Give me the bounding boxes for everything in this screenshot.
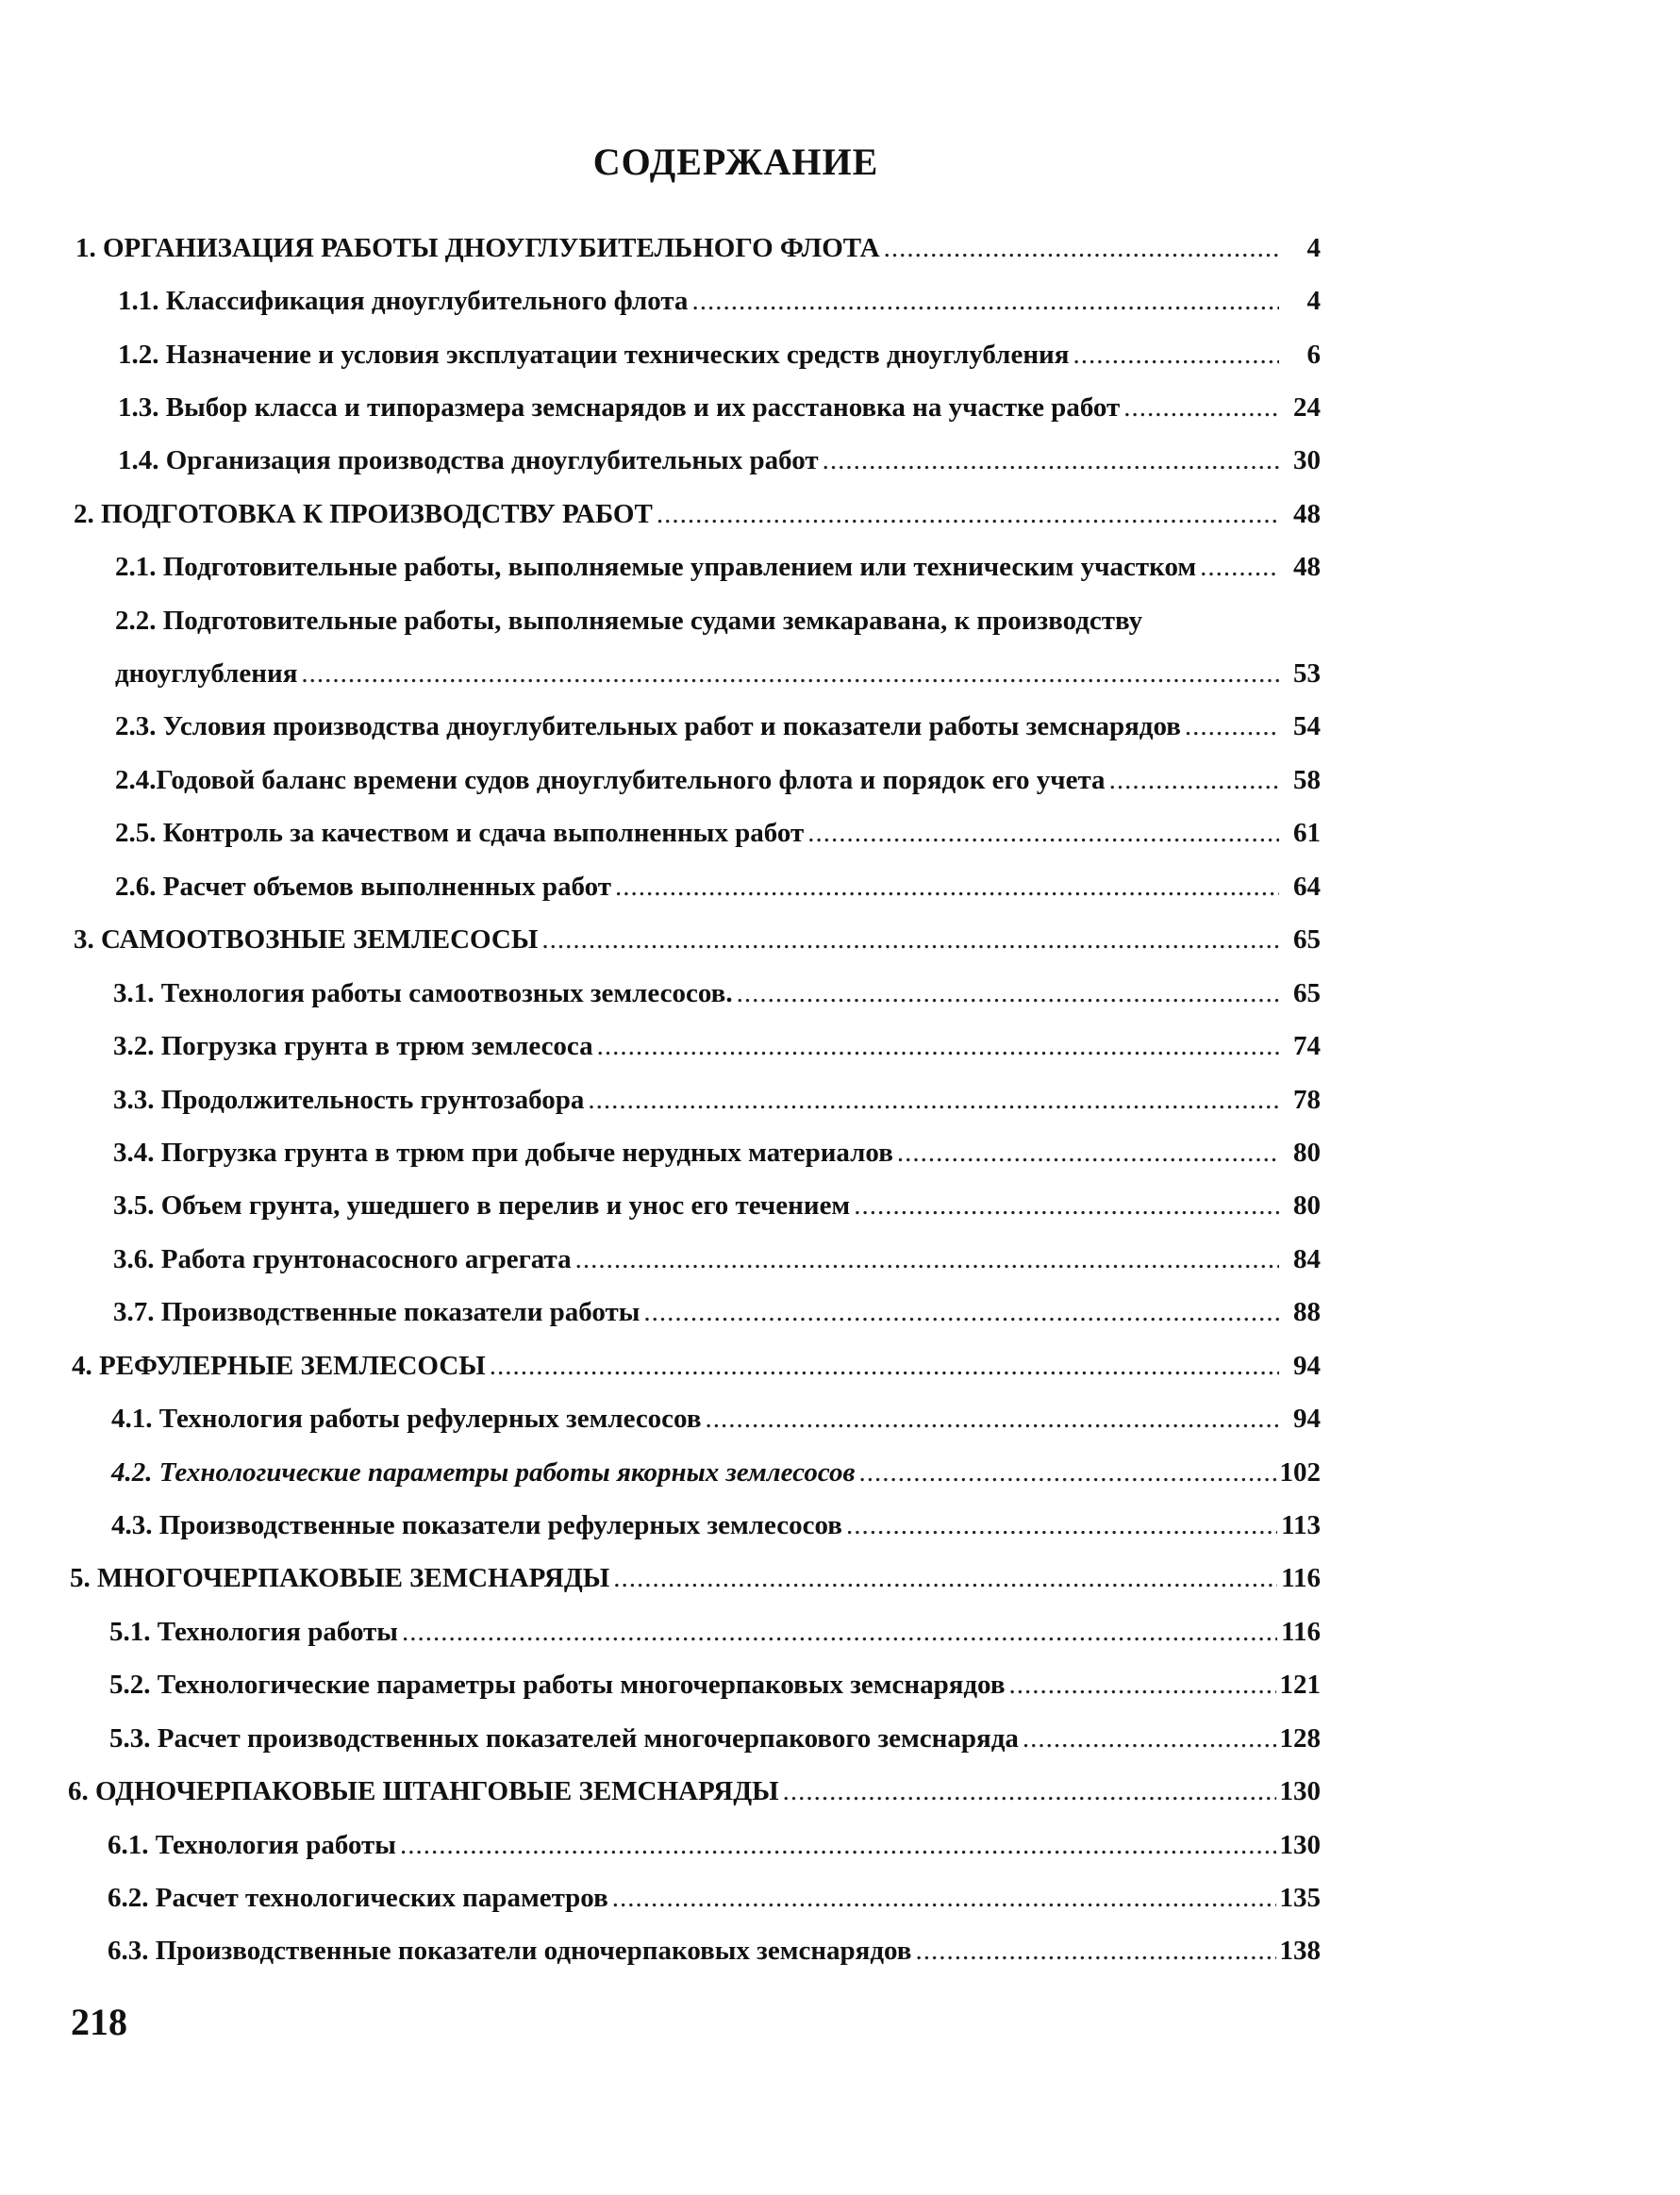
toc-entry-3-4: [113, 1134, 1321, 1172]
toc-entry-page: 80: [1293, 1138, 1321, 1168]
toc-entry-6-2: [108, 1879, 1321, 1917]
dot-leader: [1200, 548, 1279, 586]
dot-leader: [807, 814, 1279, 852]
toc-entry-2-3: [115, 707, 1321, 745]
toc-entry-label: 3.6. Работа грунтонасосного агрегата: [113, 1244, 572, 1274]
toc-entry-label: 3.7. Производственные показатели работы: [113, 1297, 640, 1327]
toc-entry-page: 61: [1293, 818, 1321, 848]
toc-entry-label: 4.3. Производственные показатели рефулерных землесосов: [111, 1510, 842, 1540]
toc-entry-page: 80: [1293, 1190, 1321, 1221]
toc-entry-page: 116: [1281, 1617, 1321, 1647]
page-number: 218: [71, 2001, 127, 2043]
toc-entry-page: 102: [1279, 1457, 1321, 1488]
toc-entry-5-2: [109, 1666, 1321, 1704]
toc-entry-label: 1.3. Выбор класса и типоразмера земснарядов и их расстановка на участке работ: [118, 392, 1121, 423]
toc-entry-label: 3.1. Технология работы самоотвозных землесосов.: [113, 978, 733, 1008]
dot-leader: [897, 1134, 1279, 1172]
toc-entry-page: 113: [1281, 1510, 1321, 1540]
toc-entry-label: 3.4. Погрузка грунта в трюм при добыче нерудных материалов: [113, 1138, 893, 1168]
toc-entry-label: 1.1. Классификация дноуглубительного флота: [118, 286, 689, 316]
toc-entry-label: 5.3. Расчет производственных показателей многочерпакового земснаряда: [109, 1723, 1019, 1754]
toc-entry-page: 94: [1293, 1351, 1321, 1381]
dot-leader: [1185, 707, 1279, 745]
dot-leader: [706, 1400, 1280, 1438]
toc-entry-label: 2.3. Условия производства дноуглубительных работ и показатели работы земснарядов: [115, 711, 1181, 741]
toc-entry-2-2-first-line: 2.2. Подготовительные работы, выполняемые судами земкаравана, к производству: [115, 606, 1143, 636]
dot-leader: [400, 1826, 1276, 1864]
toc-entry-3-3: [113, 1081, 1321, 1119]
toc-entry-2-1: [115, 548, 1321, 586]
dot-leader: [915, 1932, 1275, 1970]
toc-entry-3-1: [113, 974, 1321, 1012]
dot-leader: [1023, 1720, 1276, 1757]
toc-entry-page: 48: [1293, 499, 1321, 529]
toc-entry-label: 6.3. Производственные показатели одночерпаковых земснарядов: [108, 1936, 912, 1966]
toc-entry-page: 6: [1306, 340, 1321, 370]
dot-leader: [643, 1293, 1279, 1331]
dot-leader: [1123, 389, 1279, 426]
toc-entry-page: 94: [1293, 1404, 1321, 1434]
toc-entry-2-6: [115, 868, 1321, 906]
page-title: СОДЕРЖАНИЕ: [592, 141, 879, 183]
toc-entry-label: 3.5. Объем грунта, ушедшего в перелив и унос его течением: [113, 1190, 851, 1221]
toc-entry-page: 84: [1293, 1244, 1321, 1274]
toc-entry-label: 2.4.Годовой баланс времени судов дноуглубительного флота и порядок его учета: [115, 765, 1106, 795]
toc-entry-label: 3.3. Продолжительность грунтозабора: [113, 1085, 585, 1115]
toc-entry-5-1: [109, 1613, 1321, 1651]
dot-leader: [1109, 761, 1279, 799]
toc-entry-1-4: [118, 441, 1321, 479]
toc-entry-label: 6. ОДНОЧЕРПАКОВЫЕ ШТАНГОВЫЕ ЗЕМСНАРЯДЫ: [68, 1776, 779, 1806]
toc-entry-label: 4.2. Технологические параметры работы якорных землесосов: [111, 1457, 856, 1488]
toc-entry-page: 64: [1293, 872, 1321, 902]
toc-entry-page: 53: [1293, 658, 1321, 689]
toc-entry-label: 6.2. Расчет технологических параметров: [108, 1883, 608, 1913]
toc-entry-6-1: [108, 1826, 1321, 1864]
toc-entry-page: 78: [1293, 1085, 1321, 1115]
toc-entry-page: 4: [1306, 286, 1321, 316]
toc-entry-1-1: [118, 282, 1321, 320]
toc-entry-page: 48: [1293, 552, 1321, 582]
dot-leader: [588, 1081, 1279, 1119]
toc-entry-label: 1.2. Назначение и условия эксплуатации технических средств дноуглубления: [118, 340, 1070, 370]
toc-entry-page: 138: [1279, 1936, 1321, 1966]
toc-entry-2-2: [115, 655, 1321, 692]
dot-leader: [575, 1240, 1279, 1278]
dot-leader: [402, 1613, 1277, 1651]
dot-leader: [613, 1559, 1277, 1597]
toc-entry-label: 4.1. Технология работы рефулерных землесосов: [111, 1404, 702, 1434]
dot-leader: [490, 1347, 1279, 1385]
toc-entry-2-4: [115, 761, 1321, 799]
dot-leader: [737, 974, 1279, 1012]
dot-leader: [823, 441, 1279, 479]
toc-entry-4: [72, 1347, 1321, 1385]
toc-entry-label: 1.4. Организация производства дноуглубительных работ: [118, 445, 819, 475]
toc-entry-4-2: [111, 1454, 1321, 1491]
toc-entry-page: 116: [1281, 1563, 1321, 1593]
dot-leader: [1073, 336, 1279, 374]
toc-entry-3: [74, 921, 1321, 958]
toc-entry-page: 130: [1279, 1830, 1321, 1860]
toc-entry-2: [74, 495, 1321, 533]
dot-leader: [615, 868, 1279, 906]
toc-entry-6-3: [108, 1932, 1321, 1970]
toc-entry-label: 4. РЕФУЛЕРНЫЕ ЗЕМЛЕСОСЫ: [72, 1351, 486, 1381]
toc-entry-page: 74: [1293, 1031, 1321, 1061]
dot-leader: [301, 655, 1279, 692]
dot-leader: [657, 495, 1279, 533]
dot-leader: [541, 921, 1279, 958]
toc-entry-page: 121: [1279, 1670, 1321, 1700]
toc-entry-3-5: [113, 1187, 1321, 1224]
dot-leader: [1009, 1666, 1276, 1704]
toc-entry-4-3: [111, 1506, 1321, 1544]
toc-entry-3-6: [113, 1240, 1321, 1278]
dot-leader: [783, 1772, 1276, 1810]
toc-entry-3-2: [113, 1027, 1321, 1065]
toc-entry-page: 130: [1279, 1776, 1321, 1806]
toc-entry-1-2: [118, 336, 1321, 374]
toc-entry-page: 88: [1293, 1297, 1321, 1327]
toc-entry-label: 5. МНОГОЧЕРПАКОВЫЕ ЗЕМСНАРЯДЫ: [70, 1563, 610, 1593]
toc-entry-label: 5.2. Технологические параметры работы многочерпаковых земснарядов: [109, 1670, 1006, 1700]
toc-entry-1: [75, 229, 1321, 267]
toc-entry-label: 6.1. Технология работы: [108, 1830, 396, 1860]
toc-entry-3-7: [113, 1293, 1321, 1331]
toc-entry-page: 135: [1279, 1883, 1321, 1913]
dot-leader: [884, 229, 1279, 267]
toc-entry-label: 2.1. Подготовительные работы, выполняемые управлением или техническим участком: [115, 552, 1197, 582]
toc-entry-4-1: [111, 1400, 1321, 1438]
toc-entry-5-3: [109, 1720, 1321, 1757]
toc-entry-1-3: [118, 389, 1321, 426]
toc-entry-label: 2. ПОДГОТОВКА К ПРОИЗВОДСТВУ РАБОТ: [74, 499, 653, 529]
dot-leader: [846, 1506, 1277, 1544]
toc-entry-page: 58: [1293, 765, 1321, 795]
dot-leader: [854, 1187, 1279, 1224]
toc-entry-page: 54: [1293, 711, 1321, 741]
toc-entry-page: 4: [1306, 233, 1321, 263]
dot-leader: [858, 1454, 1275, 1491]
dot-leader: [691, 282, 1279, 320]
toc-entry-label: 1. ОРГАНИЗАЦИЯ РАБОТЫ ДНОУГЛУБИТЕЛЬНОГО ФЛОТА: [75, 233, 880, 263]
toc-entry-page: 65: [1293, 978, 1321, 1008]
toc-entry-label: 3. САМООТВОЗНЫЕ ЗЕМЛЕСОСЫ: [74, 924, 539, 955]
toc-entry-5: [70, 1559, 1321, 1597]
toc-entry-2-5: [115, 814, 1321, 852]
toc-entry-page: 128: [1279, 1723, 1321, 1754]
toc-entry-label: 2.6. Расчет объемов выполненных работ: [115, 872, 611, 902]
toc-entry-page: 65: [1293, 924, 1321, 955]
toc-entry-6: [68, 1772, 1321, 1810]
toc-entry-label: 3.2. Погрузка грунта в трюм землесоса: [113, 1031, 593, 1061]
toc-entry-label: 5.1. Технология работы: [109, 1617, 398, 1647]
dot-leader: [597, 1027, 1279, 1065]
toc-entry-page: 24: [1293, 392, 1321, 423]
toc-entry-label: 2.5. Контроль за качеством и сдача выполненных работ: [115, 818, 805, 848]
toc-entry-page: 30: [1293, 445, 1321, 475]
dot-leader: [612, 1879, 1276, 1917]
toc-entry-label: дноуглубления: [115, 658, 298, 689]
